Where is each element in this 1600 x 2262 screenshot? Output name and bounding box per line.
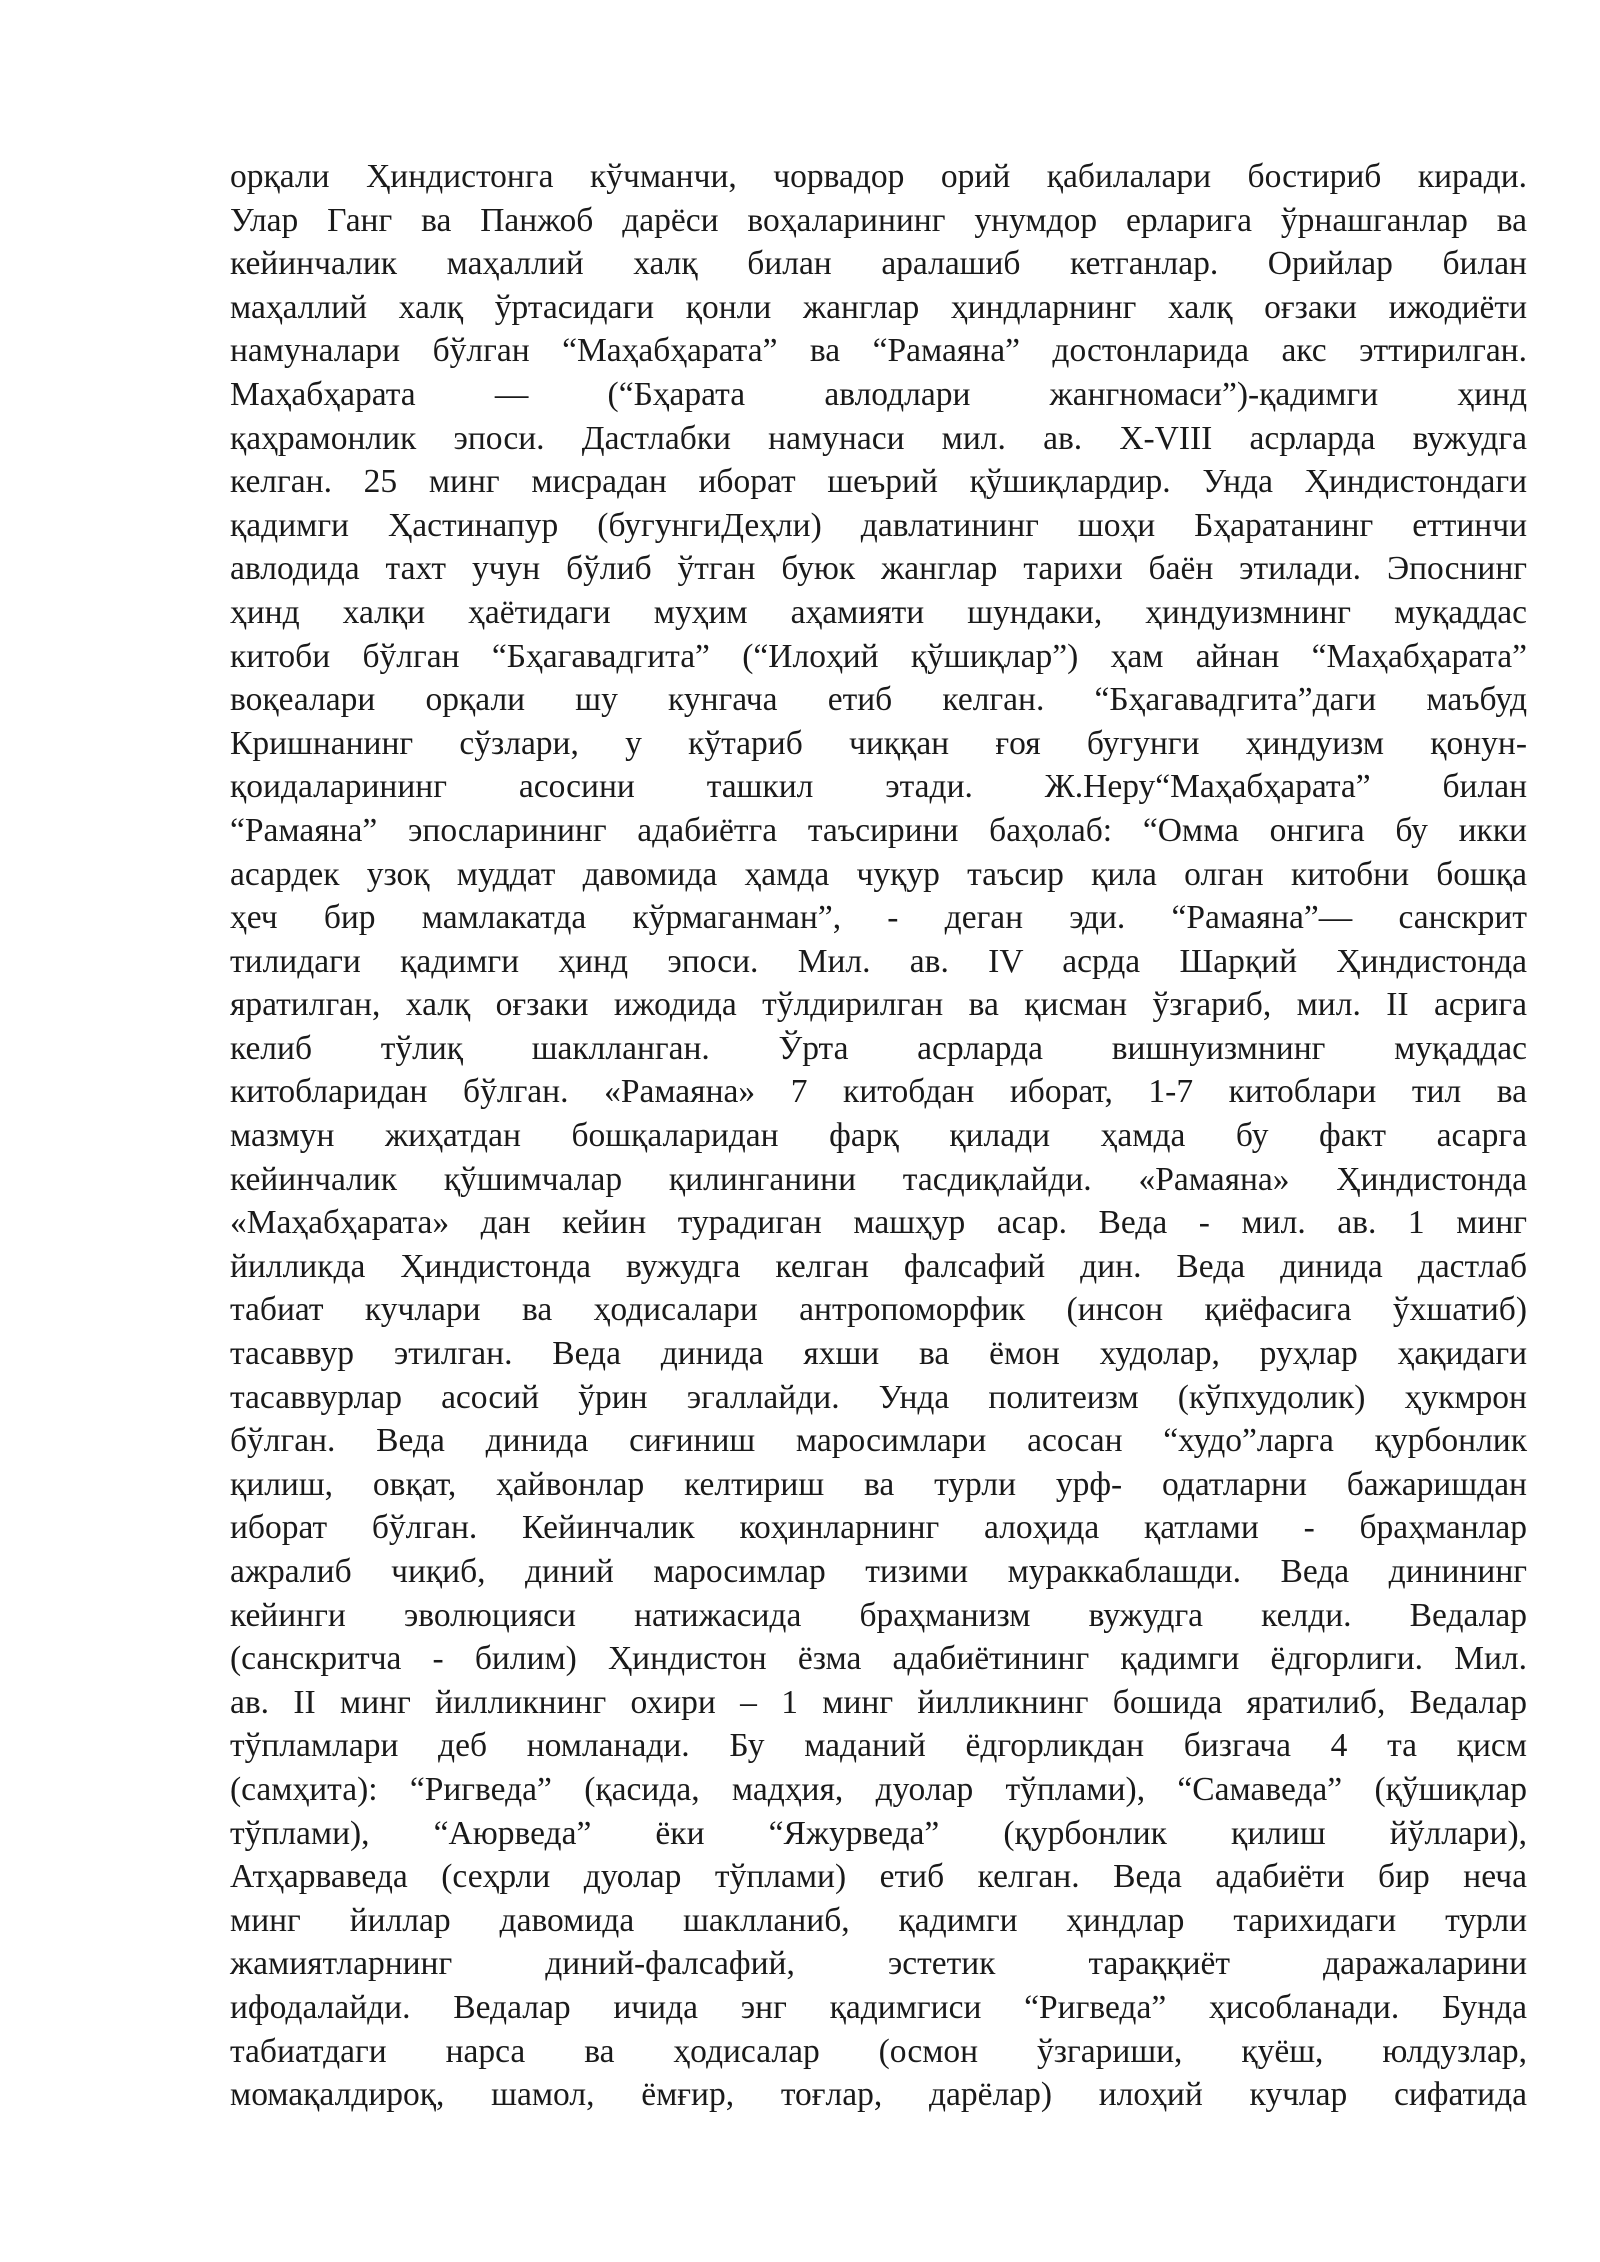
text-line: «Маҳабҳарата» дан кейин турадиган машҳур асар. Веда - мил. ав. 1 минг (230, 1204, 1527, 1242)
text-line: жамиятларнинг диний-фалсафий, эстетик тараққиёт даражаларини (230, 1945, 1527, 1983)
text-line: асардек узоқ муддат давомида ҳамда чуқур таъсир қила олган китобни бошқа (230, 855, 1527, 893)
text-line: ифодалайди. Ведалар ичида энг қадимгиси “Ригведа” ҳисобланади. Бунда (230, 1988, 1527, 2026)
text-line: йилликда Ҳиндистонда вужудга келган фалсафий дин. Веда динида дастлаб (230, 1247, 1527, 1285)
text-line: (санскритча - билим) Ҳиндистон ёзма адабиётининг қадимги ёдгорлиги. Мил. (230, 1640, 1527, 1678)
text-line: авлодида тахт учун бўлиб ўтган буюк жанглар тарихи баён этилади. Эпоснинг (230, 550, 1527, 588)
text-line: Кришнанинг сўзлари, у кўтариб чиққан ғоя бугунги ҳиндуизм қонун- (230, 724, 1527, 762)
text-line: (самҳита): “Ригведа” (қасида, мадҳия, дуолар тўплами), “Самаведа” (қўшиқлар (230, 1770, 1527, 1808)
text-line: тасаввур этилган. Веда динида яхши ва ёмон худолар, руҳлар ҳақидаги (230, 1335, 1527, 1373)
text-line: ав. II минг йилликнинг охири – 1 минг йилликнинг бошида яратилиб, Ведалар (230, 1683, 1527, 1721)
text-line: бўлган. Веда динида сиғиниш маросимлари асосан “худо”ларга қурбонлик (230, 1422, 1527, 1460)
text-line: табиат кучлари ва ҳодисалари антропоморфик (инсон қиёфасига ўхшатиб) (230, 1291, 1527, 1329)
text-line: тўплами), “Аюрведа” ёки “Яжурведа” (қурбонлик қилиш йўллари), (230, 1814, 1527, 1852)
text-line: қилиш, овқат, ҳайвонлар келтириш ва турли урф- одатларни бажаришдан (230, 1465, 1527, 1503)
text-line: минг йиллар давомида шаклланиб, қадимги ҳиндлар тарихидаги турли (230, 1901, 1527, 1939)
text-line: табиатдаги нарса ва ҳодисалар (осмон ўзгариши, қуёш, юлдузлар, (230, 2032, 1527, 2070)
text-line: иборат бўлган. Кейинчалик коҳинларнинг алоҳида қатлами - браҳманлар (230, 1509, 1527, 1547)
text-line: Маҳабҳарата — (“Бҳарата авлодлари жангномаси”)-қадимги ҳинд (230, 375, 1527, 413)
text-line: тўпламлари деб номланади. Бу маданий ёдгорликдан бизгача 4 та қисм (230, 1727, 1527, 1765)
text-line: қаҳрамонлик эпоси. Дастлабки намунаси мил. ав. X-VIII асрларда вужудга (230, 419, 1527, 457)
text-line: орқали Ҳиндистонга кўчманчи, чорвадор орий қабилалари бостириб киради. (230, 158, 1527, 195)
text-line: Улар Ганг ва Панжоб дарёси воҳаларининг унумдор ерларига ўрнашганлар ва (230, 201, 1527, 239)
text-line: ажралиб чиқиб, диний маросимлар тизими мураккаблашди. Веда динининг (230, 1553, 1527, 1590)
text-line: воқеалари орқали шу кунгача етиб келган. “Бҳагавадгита”даги маъбуд (230, 681, 1527, 719)
text-line: ҳинд халқи ҳаётидаги муҳим аҳамияти шундаки, ҳиндуизмнинг муқаддас (230, 593, 1527, 631)
text-line: маҳаллий халқ ўртасидаги қонли жанглар ҳиндларнинг халқ оғзаки ижодиёти (230, 288, 1527, 326)
text-line: момақалдироқ, шамол, ёмғир, тоғлар, дарёлар) илоҳий кучлар сифатида (230, 2076, 1527, 2114)
text-line: келиб тўлиқ шаклланган. Ўрта асрларда вишнуизмнинг муқаддас (230, 1029, 1527, 1067)
text-line: мазмун жиҳатдан бошқаларидан фарқ қилади ҳамда бу факт асарга (230, 1117, 1527, 1155)
text-line: тасаввурлар асосий ўрин эгаллайди. Унда политеизм (кўпхудолик) ҳукмрон (230, 1378, 1527, 1416)
text-line: қадимги Ҳастинапур (бугунгиДеҳли) давлатининг шоҳи Бҳаратанинг еттинчи (230, 506, 1527, 544)
text-line: кейинги эволюцияси натижасида браҳманизм вужудга келди. Ведалар (230, 1596, 1527, 1634)
text-line: кейинчалик маҳаллий халқ билан аралашиб кетганлар. Орийлар билан (230, 245, 1527, 283)
text-line: кейинчалик қўшимчалар қилинганини тасдиқлайди. «Рамаяна» Ҳиндистонда (230, 1160, 1527, 1198)
body-text (230, 155, 1527, 2117)
text-line: “Рамаяна” эпосларининг адабиётга таъсирини баҳолаб: “Омма онгига бу икки (230, 811, 1527, 849)
text-line: яратилган, халқ оғзаки ижодида тўлдирилган ва қисман ўзгариб, мил. II асрига (230, 986, 1527, 1024)
text-line: китоби бўлган “Бҳагавадгита” (“Илоҳий қўшиқлар”) ҳам айнан “Маҳабҳарата” (230, 637, 1527, 675)
text-line: қоидаларининг асосини ташкил этади. Ж.Неру“Маҳабҳарата” билан (230, 768, 1527, 806)
text-line: ҳеч бир мамлакатда кўрмаганман”, - деган эди. “Рамаяна”— санскрит (230, 899, 1527, 937)
text-line: намуналари бўлган “Маҳабҳарата” ва “Рамаяна” достонларида акс эттирилган. (230, 332, 1527, 370)
text-line: Атҳарваведа (сеҳрли дуолар тўплами) етиб келган. Веда адабиёти бир неча (230, 1858, 1527, 1896)
text-line: китобларидан бўлган. «Рамаяна» 7 китобдан иборат, 1-7 китоблари тил ва (230, 1073, 1527, 1111)
text-line: тилидаги қадимги ҳинд эпоси. Мил. ав. IV асрда Шарқий Ҳиндистонда (230, 942, 1527, 980)
text-line: келган. 25 минг мисрадан иборат шеърий қўшиқлардир. Унда Ҳиндистондаги (230, 463, 1527, 501)
